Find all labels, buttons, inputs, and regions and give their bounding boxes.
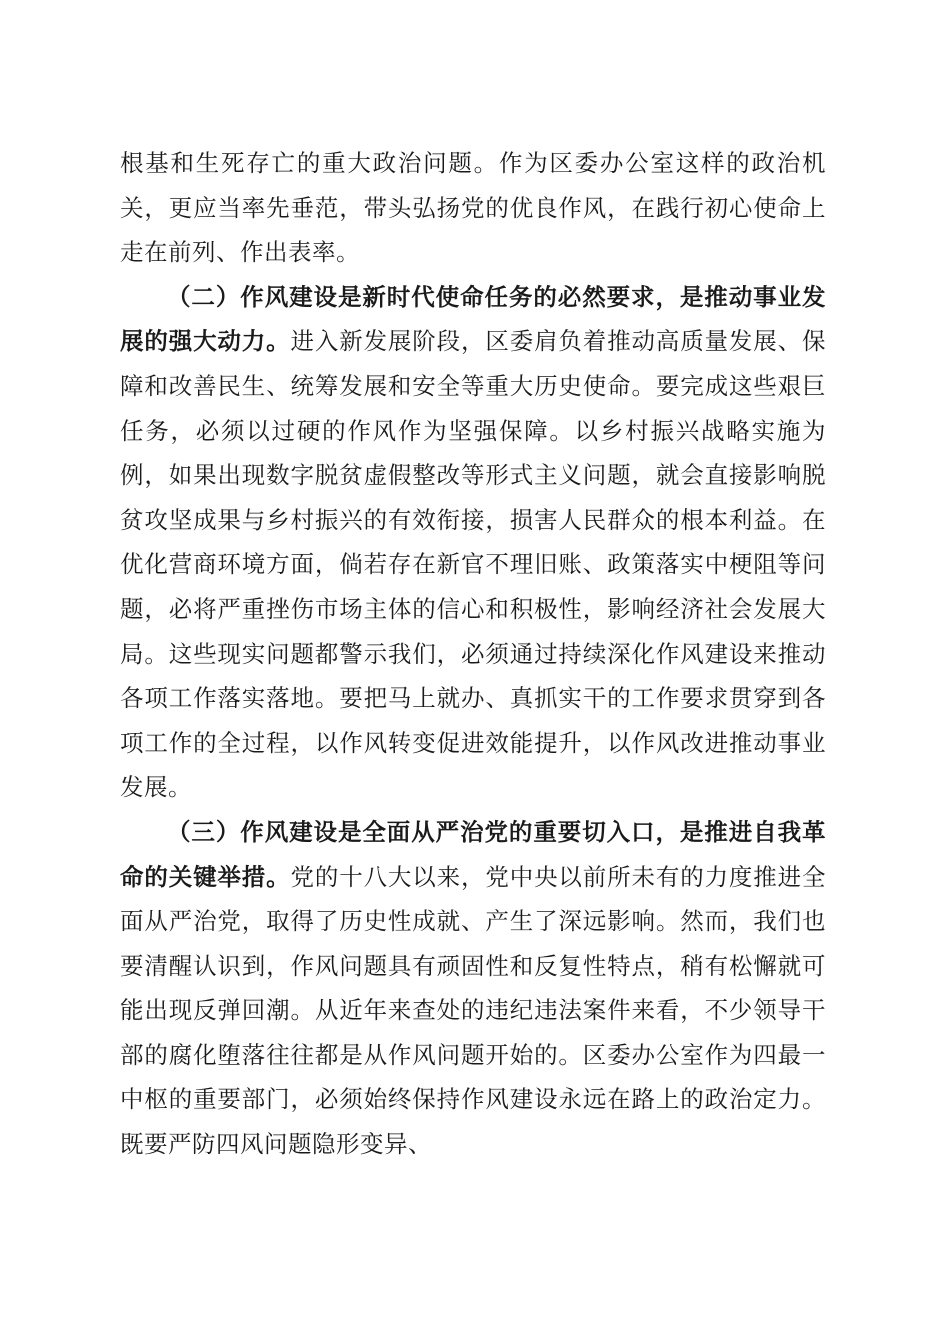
document-page	[120, 141, 826, 1167]
paragraph-2	[120, 275, 826, 810]
paragraph-1	[120, 141, 826, 275]
paragraph-3-heading: （三）作风建设是全面从严治党的重要切入口，是推进自我革命的关键举措。	[120, 817, 826, 891]
paragraph-3-body: 党的十八大以来，党中央以前所未有的力度推进全面从严治党，取得了历史性成就、产生了深远影响。然而，我们也要清醒认识到，作风问题具有顽固性和反复性特点，稍有松懈就可能出现反弹回潮。从近年来查处的违纪违法案件来看，不少领导干部的腐化堕落往往都是从作风问题开始的。区委办公室作为四最一中枢的重要部门，必须始终保持作风建设永远在路上的政治定力。既要严防四风问题隐形变异、	[120, 862, 826, 1159]
paragraph-2-heading: （二）作风建设是新时代使命任务的必然要求，是推动事业发展的强大动力。	[120, 282, 826, 356]
paragraph-2-body: 进入新发展阶段，区委肩负着推动高质量发展、保障和改善民生、统筹发展和安全等重大历史使命。要完成这些艰巨任务，必须以过硬的作风作为坚强保障。以乡村振兴战略实施为例，如果出现数字脱贫虚假整改等形式主义问题，就会直接影响脱贫攻坚成果与乡村振兴的有效衔接，损害人民群众的根本利益。在优化营商环境方面，倘若存在新官不理旧账、政策落实中梗阻等问题，必将严重挫伤市场主体的信心和积极性，影响经济社会发展大局。这些现实问题都警示我们，必须通过持续深化作风建设来推动各项工作落实落地。要把马上就办、真抓实干的工作要求贯穿到各项工作的全过程，以作风转变促进效能提升，以作风改进推动事业发展。	[120, 327, 826, 802]
paragraph-3	[120, 810, 826, 1167]
paragraph-1-body: 根基和生死存亡的重大政治问题。作为区委办公室这样的政治机关，更应当率先垂范，带头弘扬党的优良作风，在践行初心使命上走在前列、作出表率。	[120, 149, 826, 267]
